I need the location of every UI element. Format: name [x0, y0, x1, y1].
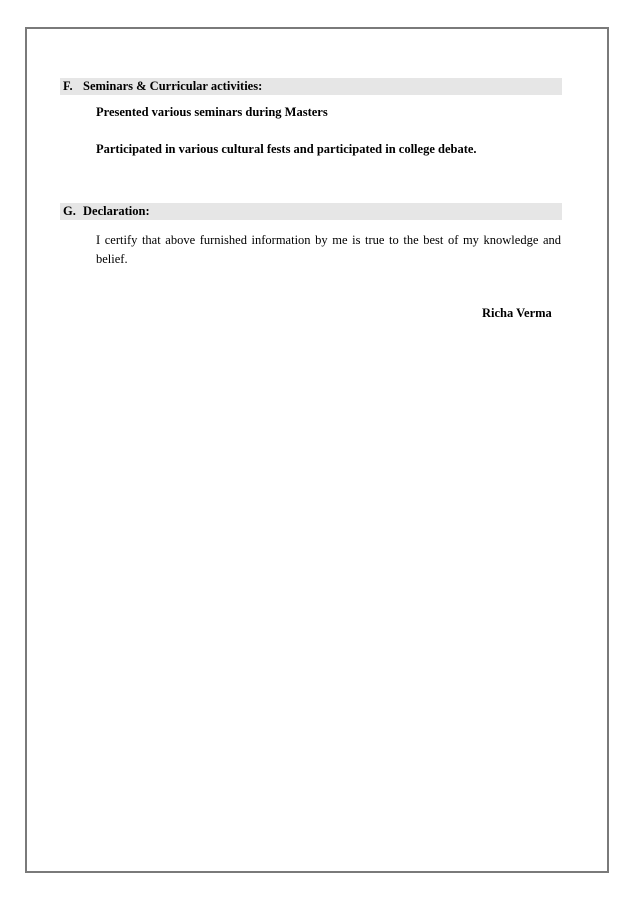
- seminar-item-1: Presented various seminars during Masters: [96, 105, 328, 119]
- section-f-title: Seminars & Curricular activities:: [83, 79, 263, 93]
- signature-name: Richa Verma: [482, 306, 552, 320]
- seminar-item-2: Participated in various cultural fests and participated in college debate.: [96, 142, 477, 156]
- section-g-letter: G.: [63, 204, 76, 218]
- section-f-letter: F.: [63, 79, 73, 93]
- section-g-header: [60, 203, 562, 220]
- declaration-text: I certify that above furnished information by me is true to the best of my knowledge and belief.: [96, 233, 561, 266]
- section-g-title: Declaration:: [83, 204, 150, 218]
- section-f-header: [60, 78, 562, 95]
